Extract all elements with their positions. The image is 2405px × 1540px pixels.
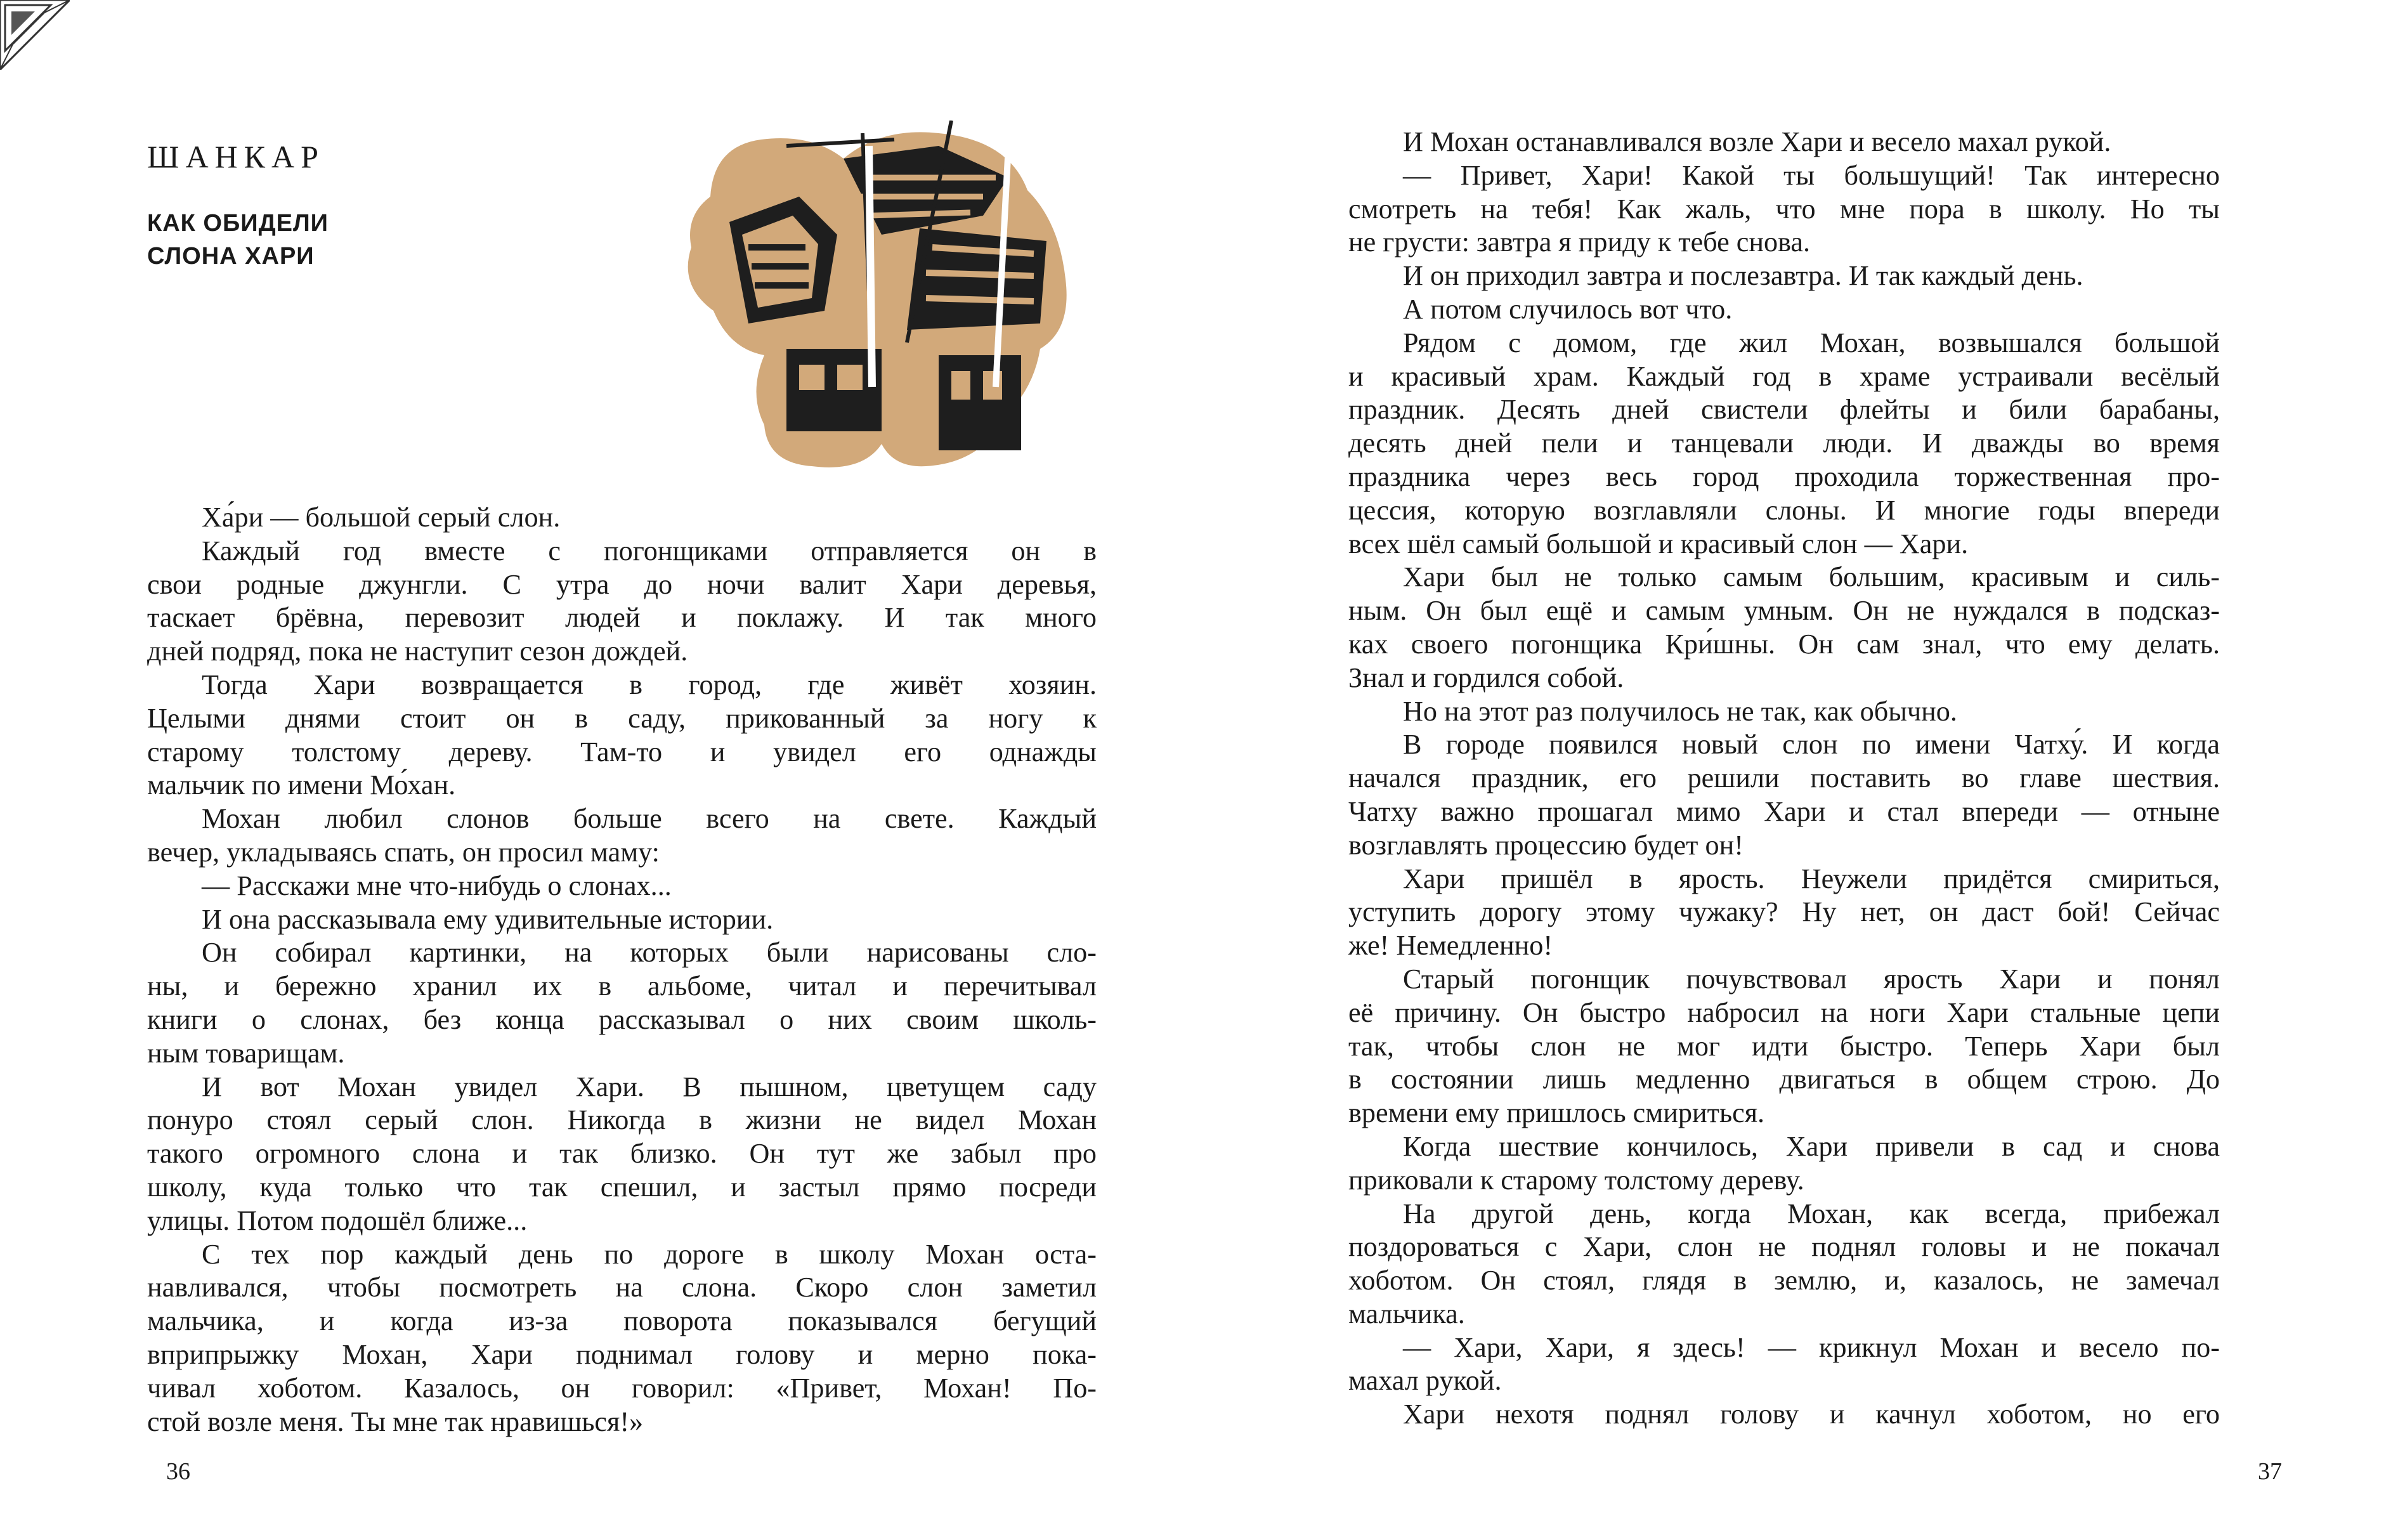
- paragraph: Хари был не только самым большим, красивым и силь-: [1403, 561, 2220, 593]
- paragraph-line: старому толстому дереву. Там-то и увидел его однажды: [147, 736, 1097, 767]
- paragraph-line: возглавлять процессию будет он!: [1348, 829, 1743, 861]
- paragraph: И Мохан останавливался возле Хари и весело махал рукой.: [1403, 126, 2111, 157]
- elephant-city-illustration: [653, 121, 1085, 476]
- paragraph: Хари пришёл в ярость. Неужели придётся смириться,: [1403, 863, 2220, 894]
- paragraph-line: хоботом. Он стоял, глядя в землю, и, казалось, не замечал: [1348, 1265, 2220, 1296]
- paragraph: Старый погонщик почувствовал ярость Хари и понял: [1403, 963, 2220, 995]
- paragraph-line: такого огромного слона и так близко. Он тут же забыл про: [147, 1138, 1097, 1170]
- paragraph: Мохан любил слонов больше всего на свете. Каждый: [202, 803, 1097, 835]
- story-title: [147, 207, 329, 273]
- paragraph: В городе появился новый слон по имени Чатху́. И когда: [1403, 729, 2220, 760]
- paragraph: — Хари, Хари, я здесь! — крикнул Мохан и весело по-: [1403, 1331, 2220, 1363]
- paragraph: С тех пор каждый день по дороге в школу Мохан оста-: [202, 1238, 1097, 1270]
- paragraph-line: десять дней пели и танцевали люди. И дважды во время: [1348, 427, 2220, 459]
- paragraph: — Расскажи мне что-нибудь о слонах...: [202, 870, 672, 901]
- paragraph-line: в состоянии лишь медленно двигаться в общем строю. До: [1348, 1064, 2220, 1095]
- paragraph-line: понуро стоял серый слон. Никогда в жизни не видел Мохан: [147, 1104, 1097, 1136]
- paragraph-line: мальчика.: [1348, 1298, 1465, 1329]
- paragraph: Когда шествие кончилось, Хари привели в сад и снова: [1403, 1130, 2220, 1162]
- paragraph-line: же! Немедленно!: [1348, 930, 1553, 962]
- paragraph-line: ным. Он был ещё и самым умным. Он не нуждался в подсказ-: [1348, 595, 2220, 627]
- paragraph-line: ным товарищам.: [147, 1037, 345, 1069]
- paragraph: И он приходил завтра и послезавтра. И так каждый день.: [1403, 260, 2083, 292]
- paragraph-line: улицы. Потом подошёл ближе...: [147, 1204, 528, 1236]
- paragraph-line: Чатху важно прошагал мимо Хари и стал впереди — отныне: [1348, 795, 2220, 827]
- paragraph-line: школу, куда только что так спешил, и застыл прямо посреди: [147, 1171, 1097, 1203]
- paragraph-line: цессия, которую возглавляли слоны. И многие годы впереди: [1348, 494, 2220, 526]
- paragraph-line: ны, и бережно хранил их в альбоме, читал и перечитывал: [147, 970, 1097, 1002]
- paragraph-line: дней подряд, пока не наступит сезон дождей.: [147, 636, 688, 667]
- paragraph: Каждый год вместе с погонщиками отправляется он в: [202, 535, 1097, 566]
- paragraph-line: вприпрыжку Мохан, Хари поднимал голову и мерно пока-: [147, 1338, 1097, 1370]
- paragraph-line: уступить дорогу этому чужаку? Ну нет, он даст бой! Сейчас: [1348, 896, 2220, 928]
- page-number: 37: [2258, 1458, 2282, 1485]
- paragraph: Он собирал картинки, на которых были нарисованы сло-: [202, 937, 1097, 969]
- story-title-line-2: СЛОНА ХАРИ: [147, 243, 315, 270]
- paragraph-line: свои родные джунгли. С утра до ночи валит Хари деревья,: [147, 568, 1097, 600]
- paragraph-line: стой возле меня. Ты мне так нравишься!»: [147, 1406, 644, 1437]
- page-number: 36: [166, 1458, 190, 1485]
- paragraph-line: Знал и гордился собой.: [1348, 662, 1624, 693]
- right-page: [1202, 0, 2405, 1540]
- paragraph: Тогда Хари возвращается в город, где живёт хозяин.: [202, 669, 1097, 700]
- story-title-line-1: КАК ОБИДЕЛИ: [147, 210, 329, 237]
- left-page: [0, 0, 1202, 1540]
- paragraph-line: махал рукой.: [1348, 1365, 1502, 1397]
- paragraph-line: начался праздник, его решили поставить во главе шествия.: [1348, 762, 2220, 794]
- paragraph-line: книги о слонах, без конца рассказывал о них своим школь-: [147, 1003, 1097, 1035]
- paragraph-line: и красивый храм. Каждый год в храме устраивали весёлый: [1348, 360, 2220, 392]
- corner-ornament-icon: [0, 0, 70, 70]
- paragraph-line: всех шёл самый большой и красивый слон — Хари.: [1348, 528, 1969, 559]
- paragraph: — Привет, Хари! Какой ты большущий! Так интересно: [1403, 159, 2220, 191]
- paragraph-line: времени ему пришлось смириться.: [1348, 1097, 1765, 1129]
- right-page-text: [1348, 126, 2220, 1432]
- paragraph-line: чивал хоботом. Казалось, он говорил: «Привет, Мохан! По-: [147, 1372, 1097, 1404]
- paragraph-line: так, чтобы слон не мог идти быстро. Теперь Хари был: [1348, 1030, 2220, 1062]
- paragraph-line: мальчик по имени Мо́хан.: [147, 769, 456, 801]
- paragraph-line: поздороваться с Хари, слон не поднял головы и не покачал: [1348, 1231, 2220, 1263]
- paragraph-line: таскает брёвна, перевозит людей и поклажу. И так много: [147, 602, 1097, 634]
- paragraph: А потом случилось вот что.: [1403, 293, 1733, 325]
- paragraph: Рядом с домом, где жил Мохан, возвышался большой: [1403, 327, 2220, 358]
- left-page-text: [147, 501, 1097, 1439]
- paragraph: Хари нехотя поднял голову и качнул хоботом, но его: [1403, 1399, 2220, 1430]
- paragraph-line: Целыми днями стоит он в саду, прикованный за ногу к: [147, 702, 1097, 734]
- paragraph-line: мальчика, и когда из-за поворота показывался бегущий: [147, 1305, 1097, 1337]
- paragraph: И вот Мохан увидел Хари. В пышном, цветущем саду: [202, 1071, 1097, 1102]
- paragraph-line: приковали к старому толстому дереву.: [1348, 1164, 1804, 1196]
- paragraph-line: вечер, укладываясь спать, он просил маму:: [147, 836, 660, 868]
- paragraph-line: ках своего погонщика Кри́шны. Он сам знал, что ему делать.: [1348, 628, 2220, 660]
- author-name: ШАНКАР: [147, 139, 325, 174]
- paragraph-line: её причину. Он быстро набросил на ноги Хари стальные цепи: [1348, 996, 2220, 1028]
- paragraph: Ха́ри — большой серый слон.: [202, 502, 561, 533]
- paragraph-line: праздника через весь город проходила торжественная про-: [1348, 460, 2220, 492]
- paragraph: Но на этот раз получилось не так, как обычно.: [1403, 695, 1957, 727]
- paragraph-line: смотреть на тебя! Как жаль, что мне пора в школу. Но ты: [1348, 193, 2220, 225]
- paragraph-line: навливался, чтобы посмотреть на слона. Скоро слон заметил: [147, 1272, 1097, 1303]
- paragraph: На другой день, когда Мохан, как всегда, прибежал: [1403, 1197, 2220, 1229]
- paragraph: И она рассказывала ему удивительные истории.: [202, 903, 774, 935]
- paragraph-line: не грусти: завтра я приду к тебе снова.: [1348, 226, 1811, 258]
- paragraph-line: праздник. Десять дней свистели флейты и били барабаны,: [1348, 394, 2220, 426]
